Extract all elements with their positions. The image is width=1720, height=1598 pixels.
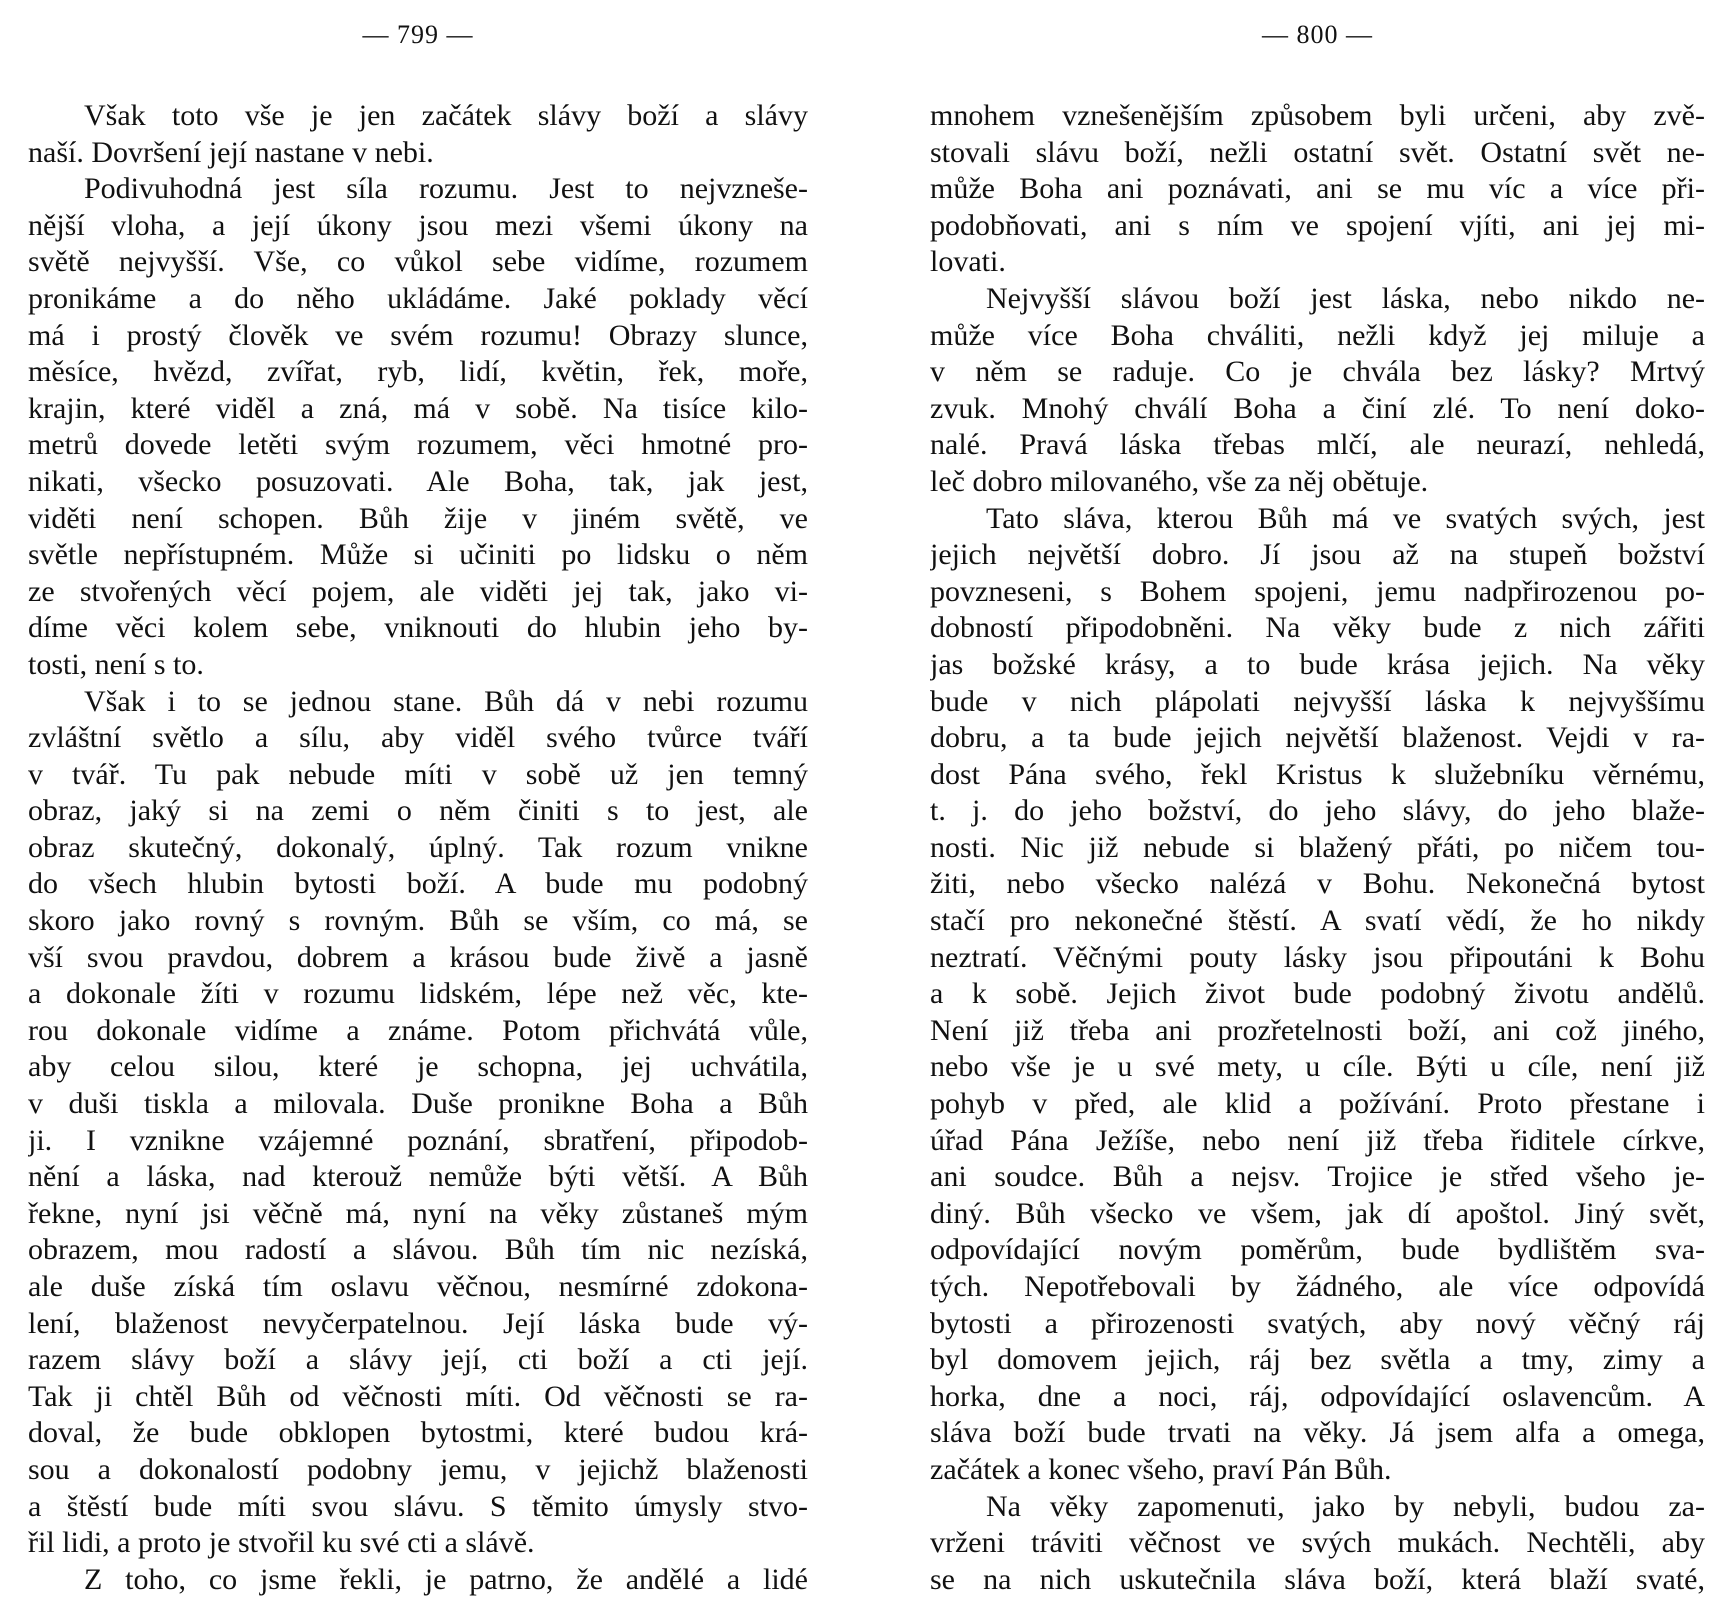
page-number-right: — 800 — xyxy=(1262,20,1373,49)
text-line: lovati. xyxy=(930,245,1006,279)
text-line: ale duše získá tím oslavu věčnou, nesmírné zdokona- xyxy=(28,1270,808,1303)
text-line: úřad Pána Ježíše, nebo není již třeba řiditele církve, xyxy=(930,1123,1705,1157)
text-line: zvláštní světlo a sílu, aby viděl svého tvůrce tváří xyxy=(28,721,808,755)
text-line: sou a dokonalostí podobny jemu, v jejichž blaženosti xyxy=(28,1452,808,1486)
text-line: měsíce, hvězd, zvířat, ryb, lidí, květin, řek, moře, xyxy=(28,355,808,389)
text-line: dobru, a ta bude jejich největší blaženost. Vejdi v ra- xyxy=(930,721,1705,755)
text-line: nosti. Nic již nebude si blažený přáti, po ničem tou- xyxy=(930,830,1705,864)
text-line: začátek a konec všeho, praví Pán Bůh. xyxy=(930,1452,1392,1486)
text-line: v duši tiskla a milovala. Duše pronikne Boha a Bůh xyxy=(28,1087,808,1121)
text-line: neztratí. Věčnými pouty lásky jsou připoutáni k Bohu xyxy=(930,940,1705,974)
text-line: aby celou silou, které je schopna, jej uchvátila, xyxy=(28,1050,808,1084)
text-line: v něm se raduje. Co je chvála bez lásky? Mrtvý xyxy=(930,355,1705,389)
text-line: ani soudce. Bůh a nejsv. Trojice je střed všeho je- xyxy=(930,1160,1705,1194)
text-line: odpovídající novým poměrům, bude bydlištěm sva- xyxy=(930,1233,1705,1267)
text-line: a dokonale žíti v rozumu lidském, lépe než věc, kte- xyxy=(28,977,808,1011)
text-line: má i prostý člověk ve svém rozumu! Obrazy slunce, xyxy=(28,318,808,352)
text-line: v tvář. Tu pak nebude míti v sobě už jen temný xyxy=(28,757,808,791)
text-line: Podivuhodná jest síla rozumu. Jest to nejvznešе- xyxy=(84,172,808,206)
text-line: dobností připodobněni. Na věky bude z nich zářiti xyxy=(930,611,1705,645)
text-line: ji. I vznikne vzájemné poznání, sbratření, připodob- xyxy=(28,1123,808,1157)
text-line: jejich největší dobro. Jí jsou až na stupeň božství xyxy=(930,538,1705,572)
text-line: nější vloha, a její úkony jsou mezi všemi úkony na xyxy=(28,208,808,242)
text-line: jas božské krásy, a to bude krása jejich. Na věky xyxy=(930,647,1705,681)
text-line: Tato sláva, kterou Bůh má ve svatých svých, jest xyxy=(986,501,1705,535)
text-line: leč dobro milovaného, vše za něj obětuje. xyxy=(930,464,1429,498)
text-line: dost Pána svého, řekl Kristus k služebníku věrnému, xyxy=(930,757,1705,791)
text-line: řil lidi, a proto je stvořil ku své cti a slávě. xyxy=(28,1526,535,1560)
text-line: Však i to se jednou stane. Bůh dá v nebi rozumu xyxy=(84,684,808,718)
text-line: byl domovem jejich, ráj bez světla a tmy, zimy a xyxy=(930,1343,1705,1377)
text-line: může Boha ani poznávati, ani se mu víc a více při- xyxy=(930,172,1705,206)
text-line: pronikáme a do něho ukládáme. Jaké poklady věcí xyxy=(28,281,808,315)
text-line: nebo vše je u své mety, u cíle. Býti u cíle, není již xyxy=(930,1050,1705,1084)
text-line: krajin, které viděl a zná, má v sobě. Na tisíce kilo- xyxy=(28,391,808,425)
text-line: obraz skutečný, dokonalý, úplný. Tak rozum vnikne xyxy=(28,830,808,864)
text-line: může více Boha chváliti, nežli když jej miluje a xyxy=(930,318,1705,352)
right-page-text xyxy=(930,98,1705,1598)
text-line: světle nepřístupném. Může si učiniti po lidsku o něm xyxy=(28,538,808,572)
text-line: viděti není schopen. Bůh žije v jiném světě, ve xyxy=(28,501,808,535)
text-line: metrů dovede letěti svým rozumem, věci hmotné pro- xyxy=(28,428,808,462)
text-line: vší svou pravdou, dobrem a krásou bude živě a jasně xyxy=(28,940,808,974)
text-line: horka, dne a noci, ráj, odpovídající oslavencům. A xyxy=(930,1379,1705,1413)
text-line: světě nejvyšší. Vše, co vůkol sebe vidíme, rozumem xyxy=(28,245,808,279)
left-page xyxy=(28,0,808,1596)
text-line: díme věci kolem sebe, vniknouti do hlubin jeho by- xyxy=(28,611,808,645)
text-line: t. j. do jeho božství, do jeho slávy, do jeho blaže- xyxy=(930,794,1705,828)
text-line: naší. Dovršení její nastane v nebi. xyxy=(28,135,434,169)
text-line: zvuk. Mnohý chválí Boha a činí zlé. To není doko- xyxy=(930,391,1705,425)
text-line: bytosti a přirozenosti svatých, aby nový věčný ráj xyxy=(930,1306,1705,1340)
text-line: Nejvyšší slávou boží jest láska, nebo nikdo ne- xyxy=(986,281,1705,315)
text-line: diný. Bůh všecko ve všem, jak dí apoštol. Jiný svět, xyxy=(930,1196,1705,1230)
text-line: nalé. Pravá láska třebas mlčí, ale neurazí, nehledá, xyxy=(930,428,1705,462)
text-line: obraz, jaký si na zemi o něm činiti s to jest, ale xyxy=(28,794,808,828)
text-line: mnohem vznešenějším způsobem byli určeni, aby zvě- xyxy=(930,99,1705,132)
text-line: a štěstí bude míti svou slávu. S těmito úmysly stvo- xyxy=(28,1489,808,1523)
text-line: podobňovati, ani s ním ve spojení vjíti, ani jej mi- xyxy=(930,208,1705,242)
page-number-left: — 799 — xyxy=(362,20,474,49)
text-line: do všech hlubin bytosti boží. A bude mu podobný xyxy=(28,867,808,901)
text-line: obrazem, mou radostí a slávou. Bůh tím nic nezíská, xyxy=(28,1233,808,1267)
left-page-text xyxy=(28,98,808,1598)
text-line: skoro jako rovný s rovným. Bůh se vším, co má, se xyxy=(28,904,808,938)
text-line: se na nich uskutečnila sláva boží, která blaží svaté, xyxy=(930,1562,1705,1596)
right-page xyxy=(930,0,1705,1596)
text-line: Není již třeba ani prozřetelnosti boží, ani což jiného, xyxy=(930,1013,1705,1047)
text-line: doval, že bude obklopen bytostmi, které budou krá- xyxy=(28,1416,808,1450)
text-line: povzneseni, s Bohem spojeni, jemu nadpřirozenou po- xyxy=(930,574,1705,608)
text-line: a k sobě. Jejich život bude podobný životu andělů. xyxy=(930,977,1705,1011)
text-line: lení, blaženost nevyčerpatelnou. Její láska bude vý- xyxy=(28,1306,808,1340)
text-line: ze stvořených věcí pojem, ale viděti jej tak, jako vi- xyxy=(28,574,808,608)
text-line: Však toto vše je jen začátek slávy boží a slávy xyxy=(84,99,808,132)
text-line: stačí pro nekonečné štěstí. A svatí vědí, že ho nikdy xyxy=(930,904,1705,938)
text-line: stovali slávu boží, nežli ostatní svět. Ostatní svět ne- xyxy=(930,135,1705,169)
text-line: nikati, všecko posuzovati. Ale Boha, tak, jak jest, xyxy=(28,464,808,498)
text-line: tých. Nepotřebovali by žádného, ale více odpovídá xyxy=(930,1270,1705,1303)
text-line: Na věky zapomenuti, jako by nebyli, budou za- xyxy=(986,1489,1705,1523)
text-line: vrženi tráviti věčnost ve svých mukách. Nechtěli, aby xyxy=(930,1526,1705,1560)
text-line: sláva boží bude trvati na věky. Já jsem alfa a omega, xyxy=(930,1416,1705,1450)
text-line: Tak ji chtěl Bůh od věčnosti míti. Od věčnosti se ra- xyxy=(28,1379,808,1413)
text-line: pohyb v před, ale klid a požívání. Proto přestane i xyxy=(930,1087,1705,1121)
text-line: nění a láska, nad kterouž nemůže býti větší. A Bůh xyxy=(28,1160,808,1194)
text-line: žiti, nebo všecko nalézá v Bohu. Nekonečná bytost xyxy=(930,867,1705,901)
text-line: řekne, nyní jsi věčně má, nyní na věky zůstaneš mým xyxy=(28,1196,808,1230)
text-line: razem slávy boží a slávy její, cti boží a cti její. xyxy=(28,1343,808,1377)
text-line: Z toho, co jsme řekli, je patrno, že andělé a lidé xyxy=(84,1562,808,1596)
text-line: rou dokonale vidíme a známe. Potom přichvátá vůle, xyxy=(28,1013,808,1047)
text-line: tosti, není s to. xyxy=(28,647,204,681)
text-line: bude v nich plápolati nejvyšší láska k nejvyššímu xyxy=(930,684,1705,718)
